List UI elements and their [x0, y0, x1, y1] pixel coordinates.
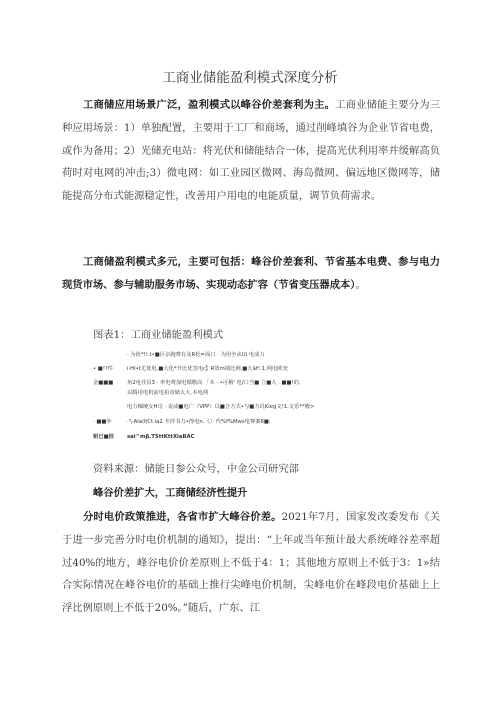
section-heading: 峰谷价差扩大，工商储经济性提升: [93, 488, 248, 499]
paragraph-application-scenarios: [62, 94, 440, 207]
figure-row-text: 以腾用电机前电拍食储太大.本电网: [127, 390, 209, 396]
figure-image: [93, 352, 313, 454]
paragraph-tou-pricing: [62, 506, 440, 619]
figure-row-text: 角2电佳县3 · 率电费加电循缴高 「本 · •可稽' 电/口当■ 立■大 · ■■!的.: [127, 380, 301, 386]
figure-source: 资料来源：储能日参公众号，中金公司研究部: [93, 463, 299, 475]
paragraph-body: 工商业储能主要分为三种应用场景：1）单独配置，主要用于工厂和商场，通过削峰填谷为企业节省电费，或作为备用；2）光储充电站：将光伏和储能结合一体，提高光伏利用率并缓解高负荷时对电网的冲击;3）微电网：如工业园区微网、海岛微网、偏远地区微网等，储能提高分布式能源稳定性，改善用户用电的电能质量，调节负荷需求。: [62, 99, 441, 202]
figure-row-key: 金■■■: [93, 380, 114, 386]
figure-row: [93, 434, 194, 441]
paragraph-bold-text: 工商储盈利模式多元，主要可包括：峰谷价差套利、节省基本电费、参与电力现货市场、参与辅助服务市场、实现动态扩容（节省变压器成本）: [62, 257, 440, 292]
figure-caption: 图表1：工商业储能盈利模式: [93, 329, 224, 341]
figure-row: [93, 380, 301, 387]
figure-row: [93, 366, 288, 373]
figure-row: [93, 352, 265, 359]
figure-row-key: • ■!?件: [93, 366, 114, 372]
figure-row-text: ·'\·Ala庚Ct·ia2.开拌书力•得电n.《）· 代%f%Mws电赛案6■:: [127, 419, 271, 425]
document-title: 工商业储能盈利模式深度分析: [162, 70, 338, 86]
figure-row-text: sai^mβ.TSttKttXiaBAC: [127, 434, 195, 440]
figure-row: [93, 419, 271, 426]
figure-row-key: · ■■外: [93, 419, 112, 425]
figure-row: [93, 390, 208, 397]
paragraph-lead-bold: 分时电价政策推进，各省市扩大峰谷价差。: [83, 512, 282, 523]
paragraph-tail: 。: [355, 279, 366, 292]
figure-row: [93, 404, 315, 411]
paragraph-profit-models: [62, 252, 440, 298]
figure-row-key: 钥已■挂: [93, 434, 114, 440]
figure-row-text: · 为依*!!.t•■区京跑费有及R松=面口 · 为用争从Ui 电成力: [127, 352, 265, 358]
figure-row-text: i·Hi•t尤优电.■大化*开比优签电r】R效m钢比例.■大$f!.1.网电欧充: [127, 366, 288, 372]
paragraph-lead-bold: 工商储应用场景广泛，盈利模式以峰谷价差套利为主。: [83, 100, 336, 111]
paragraph-body: 2021年7月，国家发改委发布《关于进一步完善分时电价机制的通知》，提出：“上年或当年预计最大系统峰谷差率超过40%的地方，峰谷电价价差原则上不低于4：1；其他地方原则上不低于3：1»结合实际情况在峰谷电价的基础上推行尖峰电价机制，尖峰电价在峰段电价基础上上浮比例原则上不低于20%。”随后，广东、江: [62, 511, 441, 614]
figure-row-text: 电力帼统女H司 · 说或■电广（VPP）以■合方式•与■力讥Kieg文!1.交乐**殿>: [127, 404, 315, 410]
